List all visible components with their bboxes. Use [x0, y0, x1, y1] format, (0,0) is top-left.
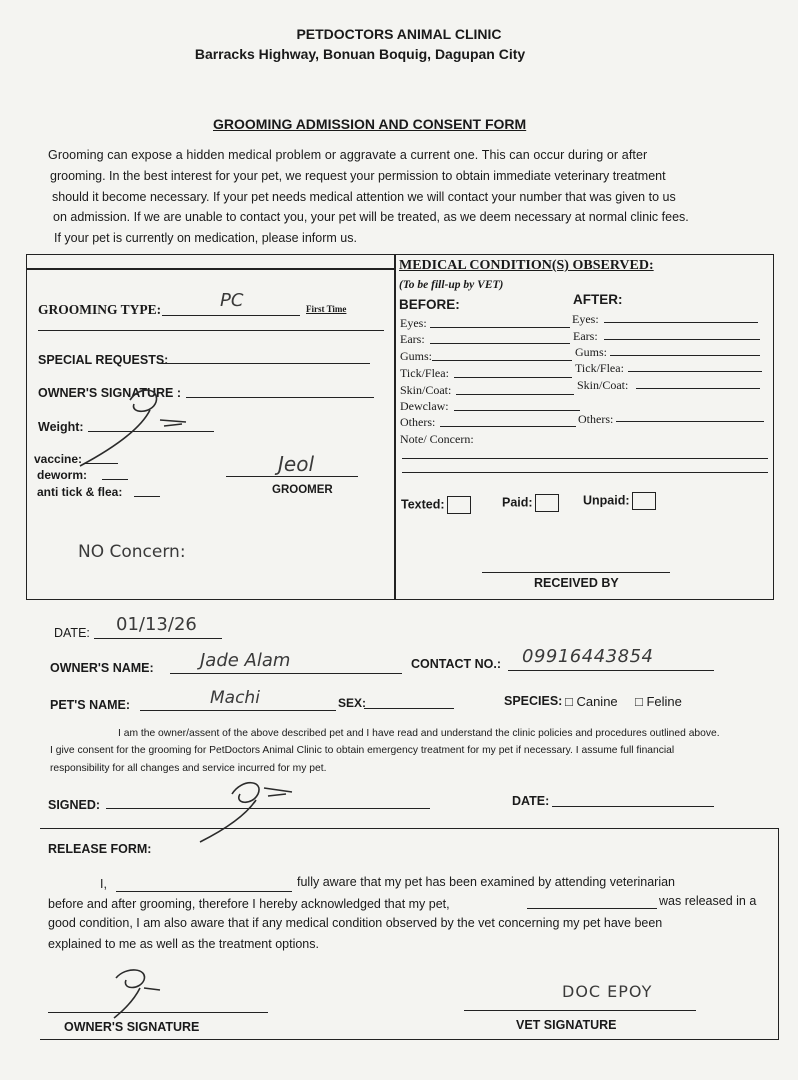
before-gums: Gums:: [400, 349, 433, 363]
grooming-type-label: GROOMING TYPE:: [38, 302, 162, 317]
after-tickflea-field[interactable]: [628, 371, 762, 372]
unpaid-label: Unpaid:: [583, 493, 630, 508]
release-line3: good condition, I am also aware that if any medical condition observed by the vet concerning my pet have been: [48, 916, 663, 930]
grooming-type-field[interactable]: [162, 315, 300, 316]
unpaid-checkbox-group[interactable]: [583, 492, 656, 510]
deworm-field[interactable]: [102, 479, 128, 480]
pet-name-value: Machi: [210, 688, 260, 708]
before-skincoat-field[interactable]: [456, 394, 574, 395]
left-top-rule: [26, 268, 394, 270]
before-dewclaw-field[interactable]: [454, 410, 580, 411]
owner-signature-release-field[interactable]: [48, 1012, 268, 1013]
after-gums: Gums:: [575, 345, 608, 359]
after-ears-field[interactable]: [604, 339, 760, 340]
before-label: BEFORE:: [399, 297, 460, 312]
intro-line: If your pet is currently on medication, please inform us.: [54, 231, 357, 245]
paid-label: Paid:: [502, 495, 533, 510]
vaccine-field[interactable]: [84, 463, 118, 464]
note-concern-line-2[interactable]: [402, 472, 768, 473]
after-others-field[interactable]: [616, 421, 764, 422]
feline-option[interactable]: □ Feline: [635, 694, 682, 709]
release-line2a: before and after grooming, therefore I hereby acknowledged that my pet,: [48, 897, 450, 911]
note-concern-label: Note/ Concern:: [400, 432, 474, 446]
medical-title: MEDICAL CONDITION(S) OBSERVED:: [399, 258, 654, 273]
deworm-label: deworm:: [37, 468, 88, 482]
species-label: SPECIES:: [504, 694, 563, 708]
sex-field[interactable]: [364, 708, 454, 709]
after-others: Others:: [578, 412, 614, 426]
consent-line: responsibility for all changes and service incurred for my pet.: [50, 763, 327, 774]
pet-name-field[interactable]: [140, 710, 336, 711]
form-title: GROOMING ADMISSION AND CONSENT FORM: [213, 116, 527, 132]
date-value: 01/13/26: [116, 614, 197, 635]
texted-checkbox[interactable]: [447, 496, 471, 514]
owner-signature-label: OWNER'S SIGNATURE :: [38, 386, 182, 400]
consent-line: I am the owner/assent of the above described pet and I have read and understand the clinic policies and procedures outlined above.: [118, 728, 720, 739]
before-others: Others:: [400, 415, 436, 429]
clinic-address: Barracks Highway, Bonuan Boquig, Dagupan City: [194, 46, 526, 62]
groomer-field[interactable]: [226, 476, 358, 477]
pet-name-release-field[interactable]: [527, 908, 657, 909]
contact-field[interactable]: [508, 670, 714, 671]
after-label: AFTER:: [573, 292, 623, 307]
after-eyes: Eyes:: [572, 312, 599, 326]
texted-label: Texted:: [401, 497, 445, 512]
after-eyes-field[interactable]: [604, 322, 758, 323]
vet-signature-field[interactable]: [464, 1010, 696, 1011]
before-gums-field[interactable]: [432, 360, 572, 361]
vaccine-label: vaccine:: [34, 452, 83, 466]
intro-line: on admission. If we are unable to contact you, your pet will be treated, as we deem necessary at normal clinic fees.: [53, 210, 689, 224]
release-line2b: was released in a: [659, 894, 757, 908]
owner-signature-field[interactable]: [186, 397, 374, 398]
groomer-value: Jeol: [278, 452, 314, 476]
release-title: RELEASE FORM:: [48, 842, 152, 856]
vet-signature-label: VET SIGNATURE: [516, 1018, 617, 1032]
pet-name-label: PET'S NAME:: [50, 698, 131, 712]
paid-checkbox-group[interactable]: [502, 494, 559, 512]
contact-label: CONTACT NO.:: [411, 657, 502, 671]
before-ears: Ears:: [400, 332, 425, 346]
owner-name-label: OWNER'S NAME:: [50, 661, 154, 675]
after-tickflea: Tick/Flea:: [575, 361, 624, 375]
consent-line: I give consent for the grooming for PetDoctors Animal Clinic to obtain emergency treatment for my pet if necessary. I assume full financial: [50, 745, 675, 756]
before-tickflea: Tick/Flea:: [400, 366, 449, 380]
note-concern-line-1[interactable]: [402, 458, 768, 459]
before-eyes: Eyes:: [400, 316, 427, 330]
intro-line: should it become necessary. If your pet needs medical attention we will contact your number that was given to us: [52, 190, 676, 204]
grooming-type-line-2[interactable]: [38, 330, 384, 331]
after-gums-field[interactable]: [610, 355, 760, 356]
owner-name-release-field[interactable]: [116, 891, 292, 892]
before-dewclaw: Dewclaw:: [400, 399, 449, 413]
owner-signature-release-label: OWNER'S SIGNATURE: [64, 1020, 200, 1034]
before-others-field[interactable]: [440, 426, 576, 427]
signed-label: SIGNED:: [48, 798, 101, 812]
medical-subtitle: (To be fill-up by VET): [399, 279, 504, 291]
date-label: DATE:: [54, 626, 90, 640]
anti-tick-field[interactable]: [134, 496, 160, 497]
anti-tick-label: anti tick & flea:: [37, 485, 123, 499]
received-by-label: RECEIVED BY: [534, 576, 619, 590]
paid-checkbox[interactable]: [535, 494, 559, 512]
sex-label: SEX:: [338, 696, 367, 710]
release-line1: fully aware that my pet has been examined by attending veterinarian: [297, 875, 676, 889]
column-divider: [394, 254, 396, 599]
groomer-label: GROOMER: [272, 484, 333, 496]
grooming-type-value: PC: [220, 290, 244, 311]
after-ears: Ears:: [573, 329, 598, 343]
first-time-label: First Time: [306, 304, 347, 314]
after-skincoat-field[interactable]: [636, 388, 760, 389]
owner-name-value: Jade Alam: [200, 650, 291, 671]
release-line4: explained to me as well as the treatment options.: [48, 937, 319, 951]
intro-line: grooming. In the best interest for your pet, we request your permission to obtain immediate veterinary treatment: [50, 169, 666, 183]
signed-date-label: DATE:: [512, 794, 550, 808]
before-eyes-field[interactable]: [430, 327, 570, 328]
owner-name-field[interactable]: [170, 673, 402, 674]
before-tickflea-field[interactable]: [454, 377, 572, 378]
after-skincoat: Skin/Coat:: [577, 378, 629, 392]
no-concern-note: NO Concern:: [78, 542, 186, 562]
unpaid-checkbox[interactable]: [632, 492, 656, 510]
signed-date-field[interactable]: [552, 806, 714, 807]
release-i: I,: [100, 877, 107, 891]
intro-line: Grooming can expose a hidden medical problem or aggravate a current one. This can occur during or after: [48, 148, 648, 162]
contact-value: 09916443854: [522, 646, 654, 667]
weight-label: Weight:: [38, 420, 84, 434]
before-skincoat: Skin/Coat:: [400, 383, 452, 397]
date-field[interactable]: [94, 638, 222, 639]
canine-option[interactable]: □ Canine: [565, 694, 618, 709]
texted-checkbox-group[interactable]: [401, 496, 471, 514]
special-requests-label: SPECIAL REQUESTS:: [38, 353, 169, 367]
vet-signature-value: DOC EPOY: [562, 982, 653, 1001]
before-ears-field[interactable]: [430, 343, 570, 344]
special-requests-field[interactable]: [160, 363, 370, 364]
received-by-field[interactable]: [482, 572, 670, 573]
clinic-name: PETDOCTORS ANIMAL CLINIC: [296, 26, 502, 42]
